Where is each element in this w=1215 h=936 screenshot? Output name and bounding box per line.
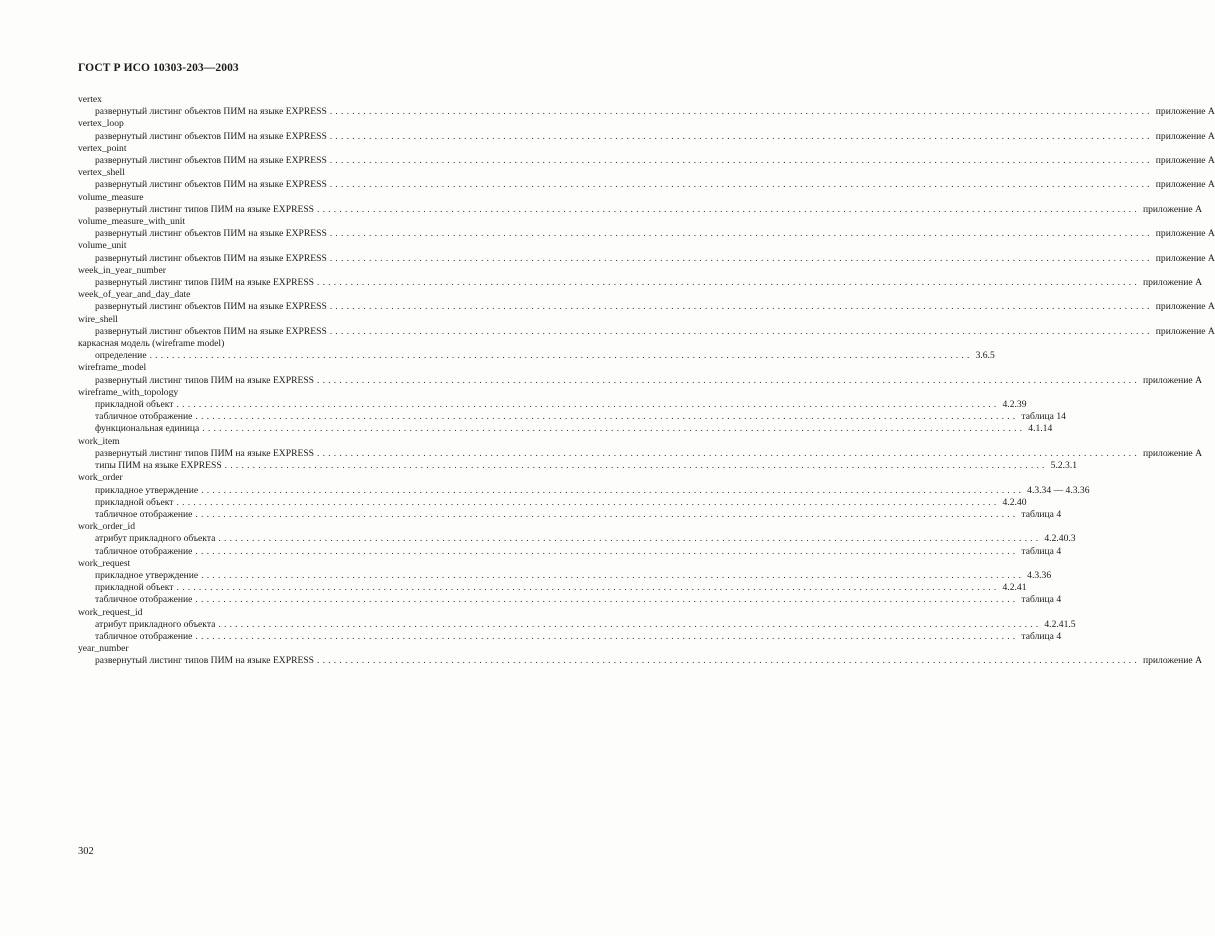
index-subentry <box>78 399 1027 411</box>
subentry-label: развернутый листинг объектов ПИМ на языке EXPRESS <box>95 130 327 142</box>
subentry-reference: 4.2.41.5 <box>1044 618 1076 630</box>
dot-leader: ................................................................................................................................................... <box>201 484 1025 496</box>
index-subentry <box>78 655 1203 667</box>
dot-leader: ................................................................................................................................................... <box>149 350 973 362</box>
subentry-reference: 4.2.40 <box>1002 496 1027 508</box>
index-term: vertex_shell <box>78 167 125 179</box>
index-term: work_item <box>78 435 120 447</box>
index-term: vertex_loop <box>78 118 124 130</box>
subentry-reference: 4.3.34 — 4.3.36 <box>1027 484 1090 496</box>
index-subentry <box>78 630 1062 643</box>
index-term: каркасная модель (wireframe model) <box>78 338 225 350</box>
subentry-label: атрибут прикладного объекта <box>95 618 216 630</box>
subentry-reference: таблица 4 <box>1021 594 1062 606</box>
subentry-reference: приложение A <box>1155 301 1215 313</box>
dot-leader: ................................................................................................................................................... <box>176 496 1000 508</box>
index-subentry <box>78 130 1215 143</box>
subentry-label: развернутый листинг объектов ПИМ на языке EXPRESS <box>95 106 327 118</box>
subentry-label: развернутый листинг типов ПИМ на языке EXPRESS <box>95 374 314 386</box>
dot-leader: ................................................................................................................................................... <box>201 569 1025 581</box>
index-subentry <box>78 179 1215 191</box>
subentry-reference: 4.2.39 <box>1002 399 1027 411</box>
index-term: vertex <box>78 94 102 105</box>
subentry-reference: 3.6.5 <box>975 350 995 362</box>
dot-leader: ................................................................................................................................................... <box>317 374 1140 386</box>
subentry-label: развернутый листинг типов ПИМ на языке EXPRESS <box>95 277 314 289</box>
subentry-reference: приложение A <box>1142 447 1203 459</box>
index-subentry <box>78 533 1076 545</box>
index-term: wireframe_with_topology <box>78 386 179 398</box>
index-subentry <box>78 411 1066 423</box>
index-term: wire_shell <box>78 313 118 325</box>
index-term: volume_measure <box>78 191 144 203</box>
subentry-reference: таблица 14 <box>1021 411 1066 423</box>
index-term: week_in_year_number <box>78 264 166 276</box>
subentry-label: развернутый листинг типов ПИМ на языке EXPRESS <box>95 203 314 215</box>
index-subentry <box>78 203 1203 216</box>
index-subentry <box>78 594 1062 606</box>
dot-leader: ................................................................................................................................................... <box>195 630 1019 642</box>
subentry-reference: приложение A <box>1142 374 1203 386</box>
index-subentry <box>78 545 1062 558</box>
subentry-label: развернутый листинг типов ПИМ на языке EXPRESS <box>95 447 314 459</box>
page-number: 302 <box>78 846 94 857</box>
subentry-label: развернутый листинг типов ПИМ на языке EXPRESS <box>95 655 314 667</box>
subentry-label: табличное отображение <box>95 411 193 423</box>
dot-leader: ................................................................................................................................................... <box>329 325 1153 337</box>
subentry-label: развернутый листинг объектов ПИМ на языке EXPRESS <box>95 228 327 240</box>
subentry-reference: 4.2.41 <box>1002 582 1027 594</box>
dot-leader: ................................................................................................................................................... <box>224 460 1048 472</box>
subentry-reference: приложение A <box>1142 655 1203 667</box>
index-subentry <box>78 484 1090 497</box>
subentry-label: прикладное утверждение <box>95 484 199 496</box>
subentry-label: развернутый листинг объектов ПИМ на языке EXPRESS <box>95 301 327 313</box>
index-term: wireframe_model <box>78 362 147 374</box>
subentry-reference: приложение A <box>1155 155 1215 167</box>
index-subentry <box>78 228 1215 240</box>
index-term: work_request_id <box>78 606 143 618</box>
dot-leader: ................................................................................................................................................... <box>329 106 1153 118</box>
subentry-reference: таблица 4 <box>1021 545 1062 557</box>
index-term: work_request <box>78 557 131 569</box>
document-header: ГОСТ Р ИСО 10303-203—2003 <box>78 62 239 74</box>
subentry-label: табличное отображение <box>95 508 193 520</box>
index-subentry <box>78 460 1078 472</box>
dot-leader: ................................................................................................................................................... <box>195 594 1019 606</box>
dot-leader: ................................................................................................................................................... <box>195 508 1019 520</box>
dot-leader: ................................................................................................................................................... <box>329 179 1153 191</box>
index-subentry <box>78 508 1062 521</box>
dot-leader: ................................................................................................................................................... <box>218 618 1042 630</box>
dot-leader: ................................................................................................................................................... <box>329 228 1153 240</box>
dot-leader: ................................................................................................................................................... <box>317 277 1140 289</box>
subentry-label: прикладной объект <box>95 496 174 508</box>
index-term: work_order_id <box>78 521 136 533</box>
subentry-reference: 5.2.3.1 <box>1050 460 1078 472</box>
index-subentry <box>78 301 1215 313</box>
subentry-reference: приложение A <box>1155 130 1215 142</box>
index-term: week_of_year_and_day_date <box>78 289 191 301</box>
dot-leader: ................................................................................................................................................... <box>317 447 1140 459</box>
dot-leader: ................................................................................................................................................... <box>329 155 1153 167</box>
index-subentry <box>78 423 1053 435</box>
dot-leader: ................................................................................................................................................... <box>329 301 1153 313</box>
subentry-label: атрибут прикладного объекта <box>95 533 216 545</box>
index-subentry <box>78 582 1027 594</box>
subentry-label: развернутый листинг объектов ПИМ на языке EXPRESS <box>95 179 327 191</box>
subentry-reference: 4.1.14 <box>1028 423 1053 435</box>
subentry-reference: таблица 4 <box>1021 508 1062 520</box>
index-term: work_order <box>78 472 123 484</box>
subentry-label: типы ПИМ на языке EXPRESS <box>95 460 222 472</box>
index-term: volume_measure_with_unit <box>78 216 186 228</box>
subentry-reference: приложение A <box>1155 325 1215 337</box>
subentry-reference: 4.2.40.3 <box>1044 533 1076 545</box>
index-subentry <box>78 618 1076 631</box>
subentry-reference: приложение A <box>1142 203 1203 215</box>
subentry-label: функциональная единица <box>95 423 200 435</box>
dot-leader: ................................................................................................................................................... <box>176 399 1000 411</box>
index-list <box>78 94 1215 668</box>
subentry-label: прикладной объект <box>95 399 174 411</box>
index-term: vertex_point <box>78 142 127 154</box>
dot-leader: ................................................................................................................................................... <box>195 545 1019 557</box>
subentry-reference: приложение A <box>1155 228 1215 240</box>
subentry-label: развернутый листинг объектов ПИМ на языке EXPRESS <box>95 325 327 337</box>
dot-leader: ................................................................................................................................................... <box>329 130 1153 142</box>
dot-leader: ................................................................................................................................................... <box>317 203 1140 215</box>
index-subentry <box>78 106 1215 118</box>
index-term: year_number <box>78 643 129 655</box>
dot-leader: ................................................................................................................................................... <box>195 411 1019 423</box>
index-term: volume_unit <box>78 240 127 252</box>
subentry-label: определение <box>95 350 147 362</box>
dot-leader: ................................................................................................................................................... <box>176 582 1000 594</box>
index-subentry <box>78 569 1052 582</box>
dot-leader: ................................................................................................................................................... <box>329 252 1153 264</box>
dot-leader: ................................................................................................................................................... <box>317 655 1140 667</box>
subentry-label: прикладное утверждение <box>95 569 199 581</box>
dot-leader: ................................................................................................................................................... <box>218 533 1042 545</box>
dot-leader: ................................................................................................................................................... <box>202 423 1026 435</box>
index-subentry <box>78 325 1215 338</box>
index-subentry <box>78 374 1203 387</box>
subentry-label: табличное отображение <box>95 630 193 642</box>
subentry-reference: приложение A <box>1155 106 1215 118</box>
index-subentry <box>78 277 1203 289</box>
subentry-reference: приложение A <box>1142 277 1203 289</box>
index-subentry <box>78 447 1203 460</box>
subentry-reference: таблица 4 <box>1021 630 1062 642</box>
subentry-label: развернутый листинг объектов ПИМ на языке EXPRESS <box>95 155 327 167</box>
subentry-reference: 4.3.36 <box>1027 569 1052 581</box>
index-subentry <box>78 252 1215 265</box>
subentry-label: прикладной объект <box>95 582 174 594</box>
subentry-label: табличное отображение <box>95 545 193 557</box>
subentry-reference: приложение A <box>1155 252 1215 264</box>
subentry-label: табличное отображение <box>95 594 193 606</box>
index-subentry <box>78 496 1027 509</box>
index-subentry <box>78 155 1215 167</box>
subentry-reference: приложение A <box>1155 179 1215 191</box>
index-subentry <box>78 350 995 362</box>
subentry-label: развернутый листинг объектов ПИМ на языке EXPRESS <box>95 252 327 264</box>
